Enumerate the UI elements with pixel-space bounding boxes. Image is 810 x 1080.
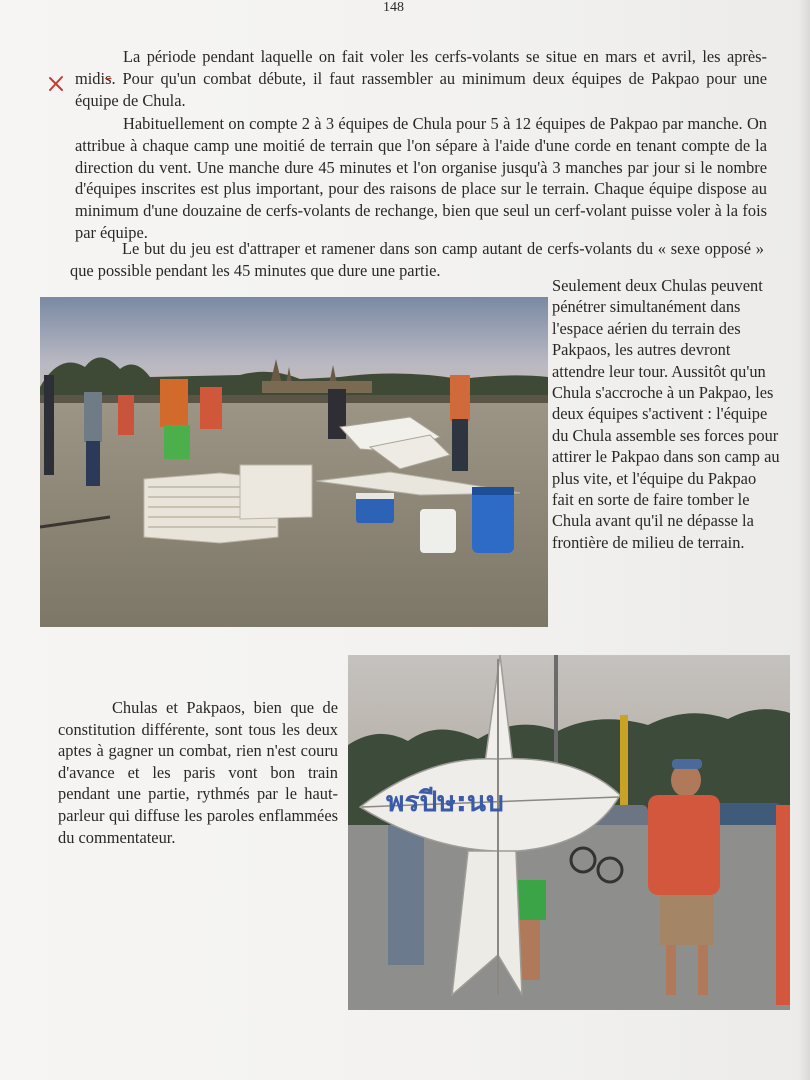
page-edge-shadow [798,0,810,1080]
paragraph-aerial-space: Seulement deux Chulas peuvent pénétrer simultanément dans l'espace aérien du terrain des Pakpaos, les autres devront attendre leur tour. Aussitôt qu'un Chula s'accroche à un Pakpao, les deux équipes s'activent : l'équipe du Chula assemble ses forces pour attirer le Pakpao dans son camp au plus vite, et l'équipe du Pakpao fait en sorte de faire tomber le Chula avant qu'il ne dépasse la frontière de milieu de terrain. [552,276,780,552]
photo-chula-kite [348,655,790,1010]
kite-lettering: พรปีษ:นบ [386,785,504,818]
paragraph-betting: Chulas et Pakpaos, bien que de constitution différente, sont tous les deux aptes à gagner un combat, rien n'est couru d'avance et les paris vont bon train pendant une partie, rythmés par le haut-parleur qui diffuse les paroles enflammées du commentateur. [58,698,338,847]
paragraph-timing-text-b: . Pour qu'un combat débute, il faut rassembler au minimum deux équipes de Pakpao pour une équipe de Chula. [75,68,767,110]
paragraph-teams: Habituellement on compte 2 à 3 équipes de Chula pour 5 à 12 équipes de Pakpao par manche. On attribue à chaque camp une moitié de terrain que l'on sépare à l'aide d'une corde en tenant compte de la direction du vent. Une manche dure 45 minutes et l'on organise jusqu'à 3 manches par jour si le nombre d'équipes inscrites est plus important, pour des raisons de place sur le terrain. Chaque équipe dispose au minimum d'une douzaine de cerfs-volants de rechange, bien que seul un cerf-volant puisse voler à la fois par équipe. [75,114,767,242]
page-number: 148 [383,0,404,15]
red-cross-mark-icon [47,75,65,93]
paragraph-timing [75,46,767,111]
struck-letter: s [105,68,112,88]
photo-kites-on-field [40,297,548,627]
paragraph-goal: Le but du jeu est d'attraper et ramener dans son camp autant de cerfs-volants du « sexe opposé » que possible pendant les 45 minutes que dure une partie. [70,239,764,280]
paragraph-timing-text-a: La période pendant laquelle on fait voler les cerfs-volants se situe en mars et avril, les après-midi [75,47,767,88]
